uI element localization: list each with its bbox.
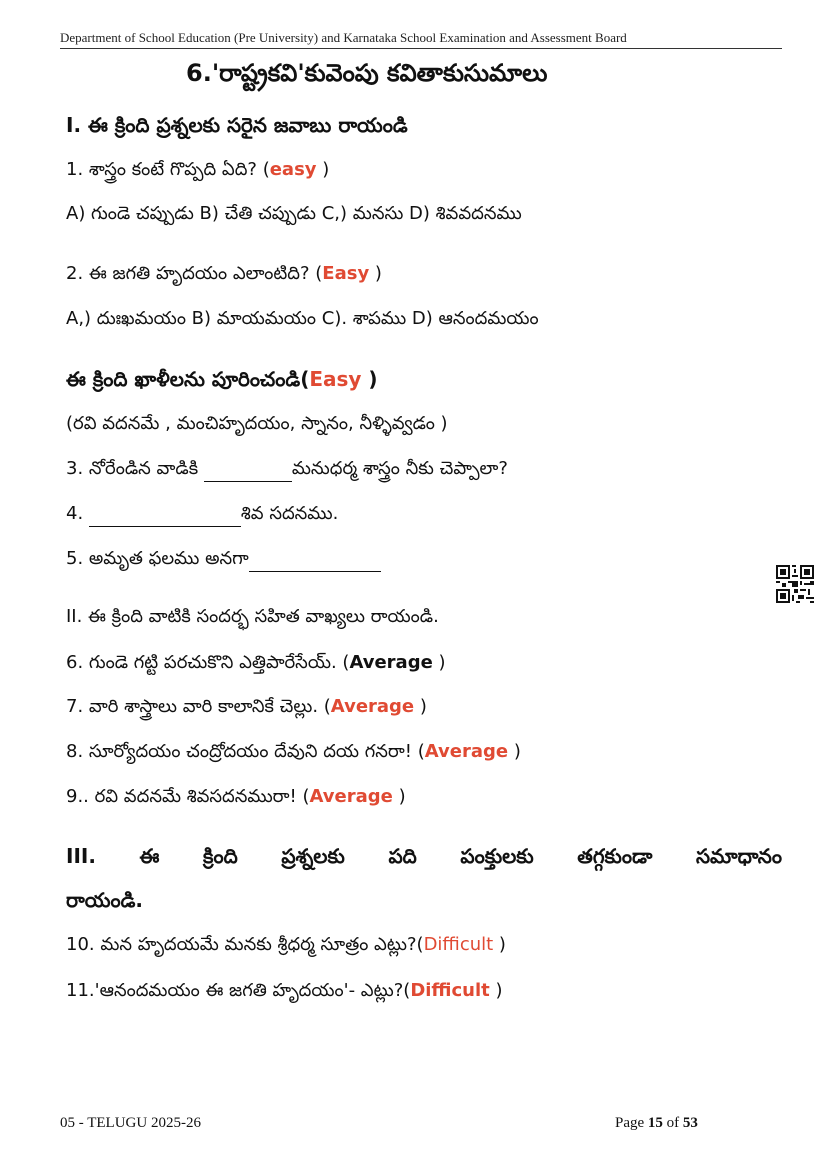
question-2-options: A,) దుఃఖమయం B) మాయమయం C). శాపము D) ఆనందమయం: [66, 308, 539, 329]
section1-heading: I. ఈ క్రింది ప్రశ్నలకు సరైన జవాబు రాయండి: [66, 113, 408, 137]
question-8: 8. సూర్యోదయం చంద్రోదయం దేవుని దయ గనరా! (Average ): [66, 741, 521, 762]
difficulty-label: Average: [330, 696, 415, 717]
difficulty-label: Difficult: [410, 980, 490, 1001]
question-9: 9.. రవి వదనమే శివసదనమురా! (Average ): [66, 786, 406, 807]
answer-blank: [89, 508, 241, 527]
question-10: 10. మన హృదయమే మనకు శ్రీధర్మ సూత్రం ఎట్లు?(Difficult ): [66, 934, 506, 955]
difficulty-label: easy: [269, 159, 317, 180]
page-title: 6.'రాష్ట్రకవి'కువెంపు కవితాకుసుమాలు: [186, 59, 548, 87]
question-4: 4. శివ సదనము.: [66, 501, 338, 527]
question-2: 2. ఈ జగతి హృదయం ఎలాంటిది? (Easy ): [66, 263, 382, 284]
question-5: 5. అమృత ఫలము అనగా: [66, 546, 381, 572]
section3-heading: III. ఈ క్రింది ప్రశ్నలకు పది పంక్తులకు తగ్గకుండా సమాధానం: [66, 844, 782, 868]
answer-blank: [249, 553, 381, 572]
difficulty-label: Average: [349, 652, 433, 673]
answer-blank: [204, 463, 292, 482]
question-3: 3. నోరేండిన వాడికి మనుధర్మ శాస్త్రం నీకు చెప్పాలా?: [66, 456, 508, 482]
question-6: 6. గుండె గట్టి పరచుకొని ఎత్తిపారేసేయ్. (Average ): [66, 652, 446, 673]
fill-blanks-heading: ఈ క్రింది ఖాళీలను పూరించండి(Easy ): [66, 367, 378, 391]
question-11: 11.'ఆనందమయం ఈ జగతి హృదయం'- ఎట్లు?(Difficult ): [66, 980, 503, 1001]
section3-heading-cont: రాయండి.: [66, 888, 143, 912]
qr-code-icon: [776, 565, 814, 603]
difficulty-label: Average: [309, 786, 393, 807]
difficulty-label: Average: [424, 741, 509, 762]
page-header: Department of School Education (Pre University) and Karnataka School Examination and Assessment Board: [60, 30, 782, 49]
difficulty-label: Easy: [322, 263, 370, 284]
difficulty-label: Difficult: [423, 934, 494, 955]
footer-page-number: Page 15 of 53: [615, 1115, 698, 1131]
question-7: 7. వారి శాస్త్రాలు వారి కాలానికే చెల్లు. (Average ): [66, 696, 427, 717]
word-bank: (రవి వదనమే , మంచిహృదయం, స్నానం, నీళ్ళివ్వడం ): [66, 413, 448, 434]
section2-heading: II. ఈ క్రింది వాటికి సందర్భ సహిత వాఖ్యలు రాయండి.: [66, 606, 439, 627]
difficulty-label: Easy: [309, 367, 362, 391]
footer-subject: 05 - TELUGU 2025-26: [60, 1115, 201, 1131]
question-1-options: A) గుండె చప్పుడు B) చేతి చప్పుడు C,) మనసు D) శివవదనము: [66, 203, 522, 224]
question-1: 1. శాస్త్రం కంటే గొప్పది ఏది? (easy ): [66, 159, 330, 180]
